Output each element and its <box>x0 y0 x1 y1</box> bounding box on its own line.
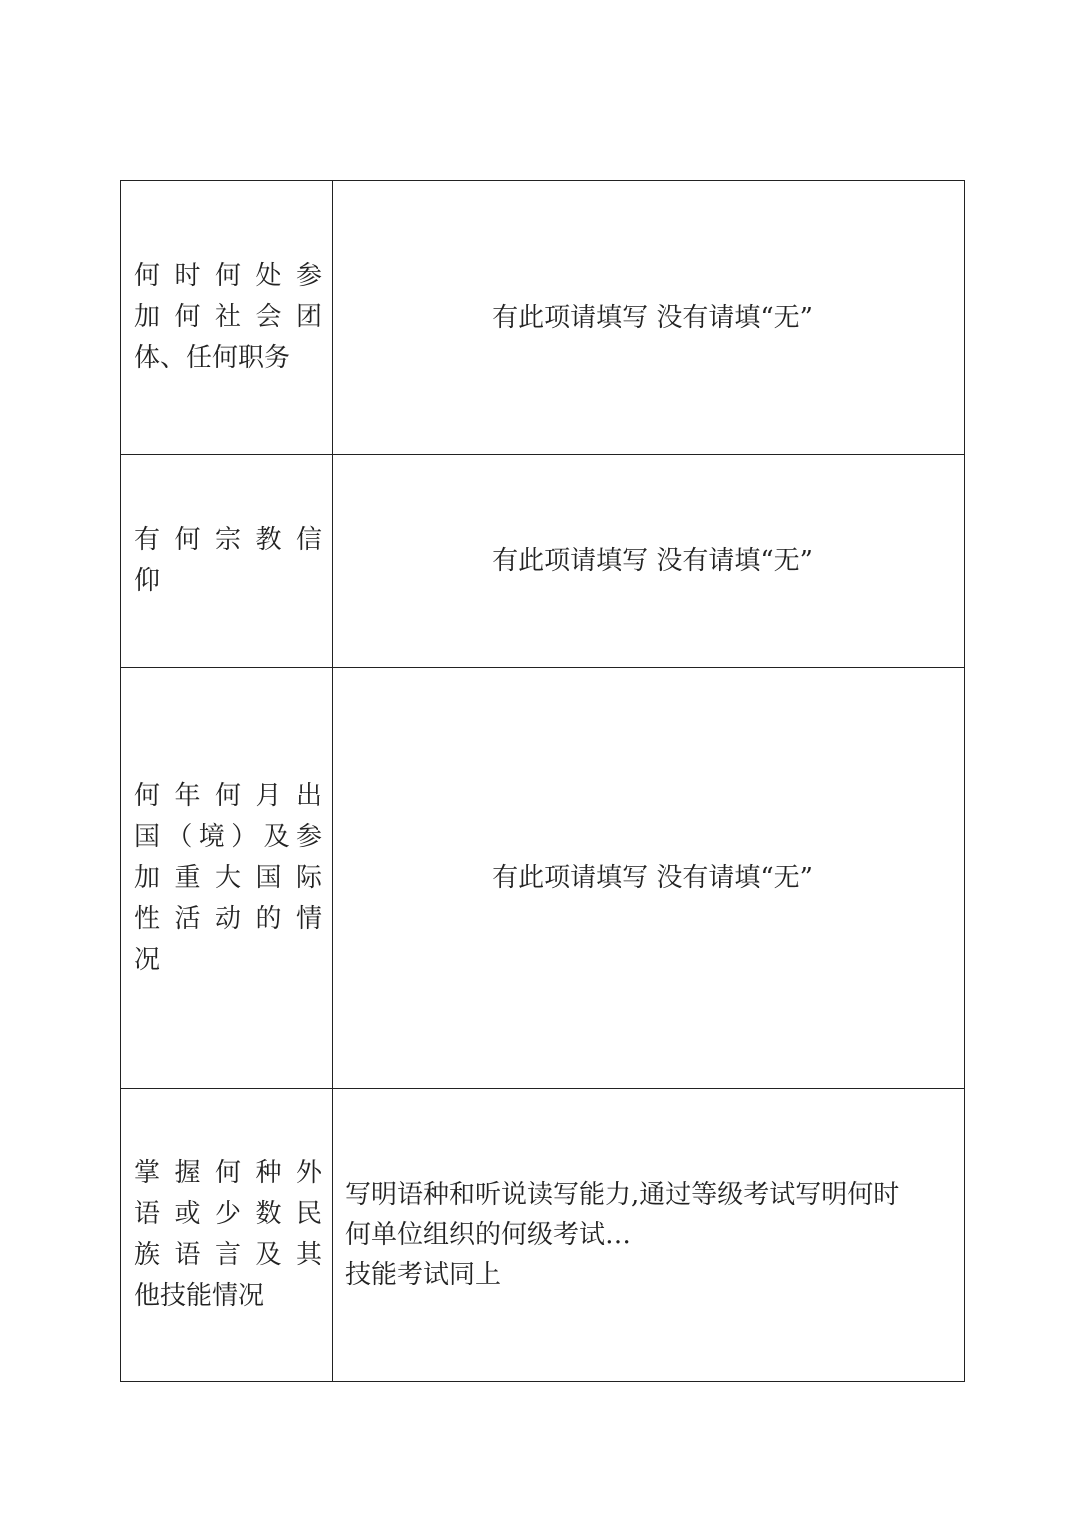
value-religion[interactable]: 有此项请填写 没有请填“无” <box>333 455 965 668</box>
value-skills[interactable] <box>333 1089 965 1382</box>
label-line: 性活动的情 <box>134 903 322 934</box>
label-line: 语或少数民 <box>134 1199 322 1229</box>
label-skills <box>121 1089 333 1382</box>
label-line: 加重大国际 <box>134 862 322 893</box>
table-row-abroad <box>121 668 965 1089</box>
value-abroad[interactable]: 有此项请填写 没有请填“无” <box>333 668 965 1089</box>
label-line: 他技能情况 <box>134 1281 265 1311</box>
label-line: 况 <box>134 944 161 975</box>
label-line: 族语言及其 <box>134 1240 322 1270</box>
label-abroad <box>121 668 333 1089</box>
value-social-groups[interactable]: 有此项请填写 没有请填“无” <box>333 181 965 455</box>
label-line: 体、任何职务 <box>134 343 291 373</box>
label-line: 有何宗教信 <box>134 525 322 555</box>
table-row-skills <box>121 1089 965 1382</box>
label-religion <box>121 455 333 668</box>
table-row-religion <box>121 455 965 668</box>
label-line: 国（境）及参 <box>134 821 322 852</box>
label-line: 加何社会团 <box>134 302 322 332</box>
table-row-social-groups <box>121 181 965 455</box>
label-line: 何时何处参 <box>134 261 322 291</box>
info-form-table <box>120 180 965 1382</box>
value-line: 写明语种和听说读写能力,通过等级考试写明何时 <box>345 1180 900 1210</box>
value-line: 何单位组织的何级考试… <box>345 1220 632 1250</box>
label-social-groups <box>121 181 333 455</box>
label-line: 掌握何种外 <box>134 1158 322 1188</box>
value-line: 技能考试同上 <box>345 1260 502 1290</box>
label-line: 仰 <box>134 566 161 596</box>
label-line: 何年何月出 <box>134 780 322 811</box>
